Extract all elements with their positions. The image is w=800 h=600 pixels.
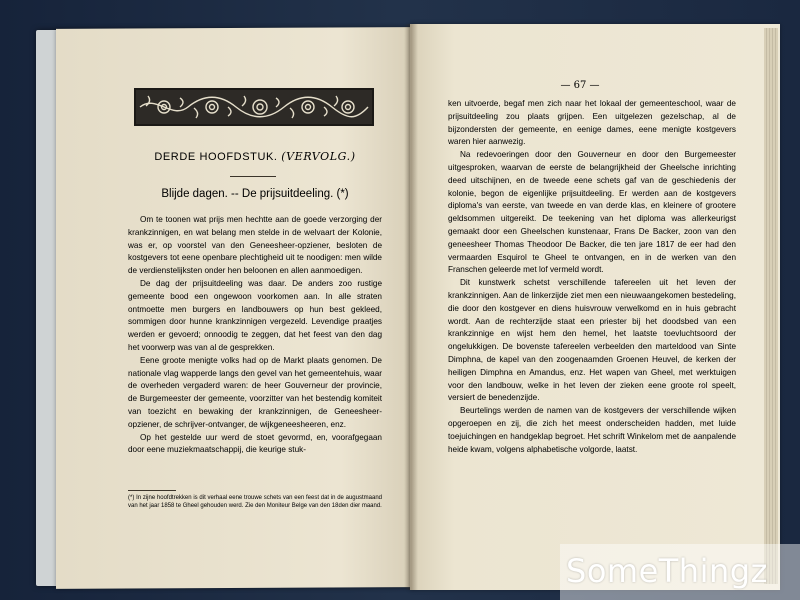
floral-ornament-icon (134, 88, 374, 126)
right-page-body (448, 98, 736, 494)
heading-rule (230, 176, 276, 177)
paragraph: Beurtelings werden de namen van de kostgevers der verschillende wijken opgeroepen en zij, die zich het meest onderscheiden hadden, met luide toejuichingen en handgeklap begroet. Het schrift Winkelom met de aanpalende heide kwam, volgens alphabetische volgorde, laatst. (448, 406, 736, 454)
section-title: Blijde dagen. -- De prijsuitdeeling. (*) (161, 188, 349, 200)
paragraph: Om te toonen wat prijs men hechtte aan de goede verzorging der krankzinnigen, en wat belang men stelde in de welvaart der Kolonie, was er, op voorstel van den Geneesheer-opziener, besloten de kostgevers tot eene openbare plechtigheid uit te noodigen: men wilde de verdienstelijksten onder hen beloonen en allen aanmoedigen. (128, 215, 382, 276)
paragraph: Op het gestelde uur werd de stoet gevormd, en, voorafgegaan door eene muziekmaatschappij, die keurige stuk- (128, 432, 382, 455)
chapter-continued: (VERVOLG.) (281, 150, 356, 163)
footnote-rule (128, 490, 176, 491)
chapter-heading (130, 150, 380, 163)
paragraph: Dit kunstwerk schetst verschillende tafereelen uit het leven der krankzinnigen. Aan de linkerzijde ziet men een nieuwaangekomen bestedeling, die door den kostgever en diens huisvrouw verwelkomd en in huis gebracht wordt. Aan de rechterzijde staat een priester bij het doodsbed van een krankzinnige en wijst hem den hemel, het laatste toevluchtsoord der ongelukkigen. De bovenste tafereelen verbeelden den marteldood van Sinte Dimphna, de kapel van den zoogenaamden Groenen Heuvel, de kerken der heiligen Dimphna en Amandus, enz. Het wapen van Gheel, met werktuigen voor den landbouw, welke in het leven der zieken eene groote rol speelt, versiert de benedenzijde. (448, 278, 736, 403)
page-number: — 67 — (560, 80, 600, 91)
watermark-logo: SomeThingz (566, 552, 768, 590)
chapter-title: DERDE HOOFDSTUK. (154, 151, 278, 163)
left-page-body (128, 214, 382, 486)
paragraph: Na redevoeringen door den Gouverneur en door den Burgemeester uitgesproken, waarvan de eerste de belangrijkheid der Gheelsche inrichting deed uitschijnen, en de tweede eene schets gaf van de geschiedenis der kolonie, begon de eigenlijke prijsuitdeeling. Er werden aan de kostgevers diploma's van eerste, van tweede en van derde klas, en kleinere of grootere geldsommen uitgereikt. De teekening van het diploma was allerkeurigst gemaakt door een Gheelschen kunstenaar, Frans De Backer, zoon van den geneesheer Thomas Theodoor De Backer, die ten jare 1817 de eer had den vermaarden Esquirol te Gheel te ontvangen, en in de werken van den Franschen geleerde met lof vermeld wordt. (448, 150, 736, 275)
book-gutter (404, 24, 418, 590)
footnote: (*) In zijne hoofdtrekken is dit verhaal eene trouwe schets van een feest dat in de augustmaand van het jaar 1858 te Gheel gehouden werd. Zie den Moniteur Belge van den 18den dier maand. (128, 495, 382, 509)
page-edges (764, 28, 778, 584)
paragraph: De dag der prijsuitdeeling was daar. De anders zoo rustige gemeente bood een ongewoon voorkomen aan. In alle straten ontmoette men burgers en landbouwers op hun best gekleed, sommigen door hunne krankzinnigen vergezeld. Levendige praatjes werden er gevoerd; onnoodig te zeggen, dat het feest van den dag het voorwerp was van al de gesprekken. (128, 278, 382, 352)
paragraph: Eene groote menigte volks had op de Markt plaats genomen. De nationale vlag wapperde langs den gevel van het gemeentehuis, waar de overheden vergaderd waren: de heer Gouverneur der provincie, de Burgemeester der gemeente, voorzitter van het bestendig komiteit van toezicht en bewaking der krankzinnigen, de Geneesheer-opziener, de schrijver-ontvanger, de wijkgeneesheeren, enz. (128, 355, 382, 429)
paragraph: ken uitvoerde, begaf men zich naar het lokaal der gemeenteschool, waar de prijsuitdeeling zou plaats grijpen. Een uitgelezen gezelschap, al de bijzondersten der gemeente, en eenige dames, eene menigte kostgevers waren hier aanwezig. (448, 99, 736, 147)
